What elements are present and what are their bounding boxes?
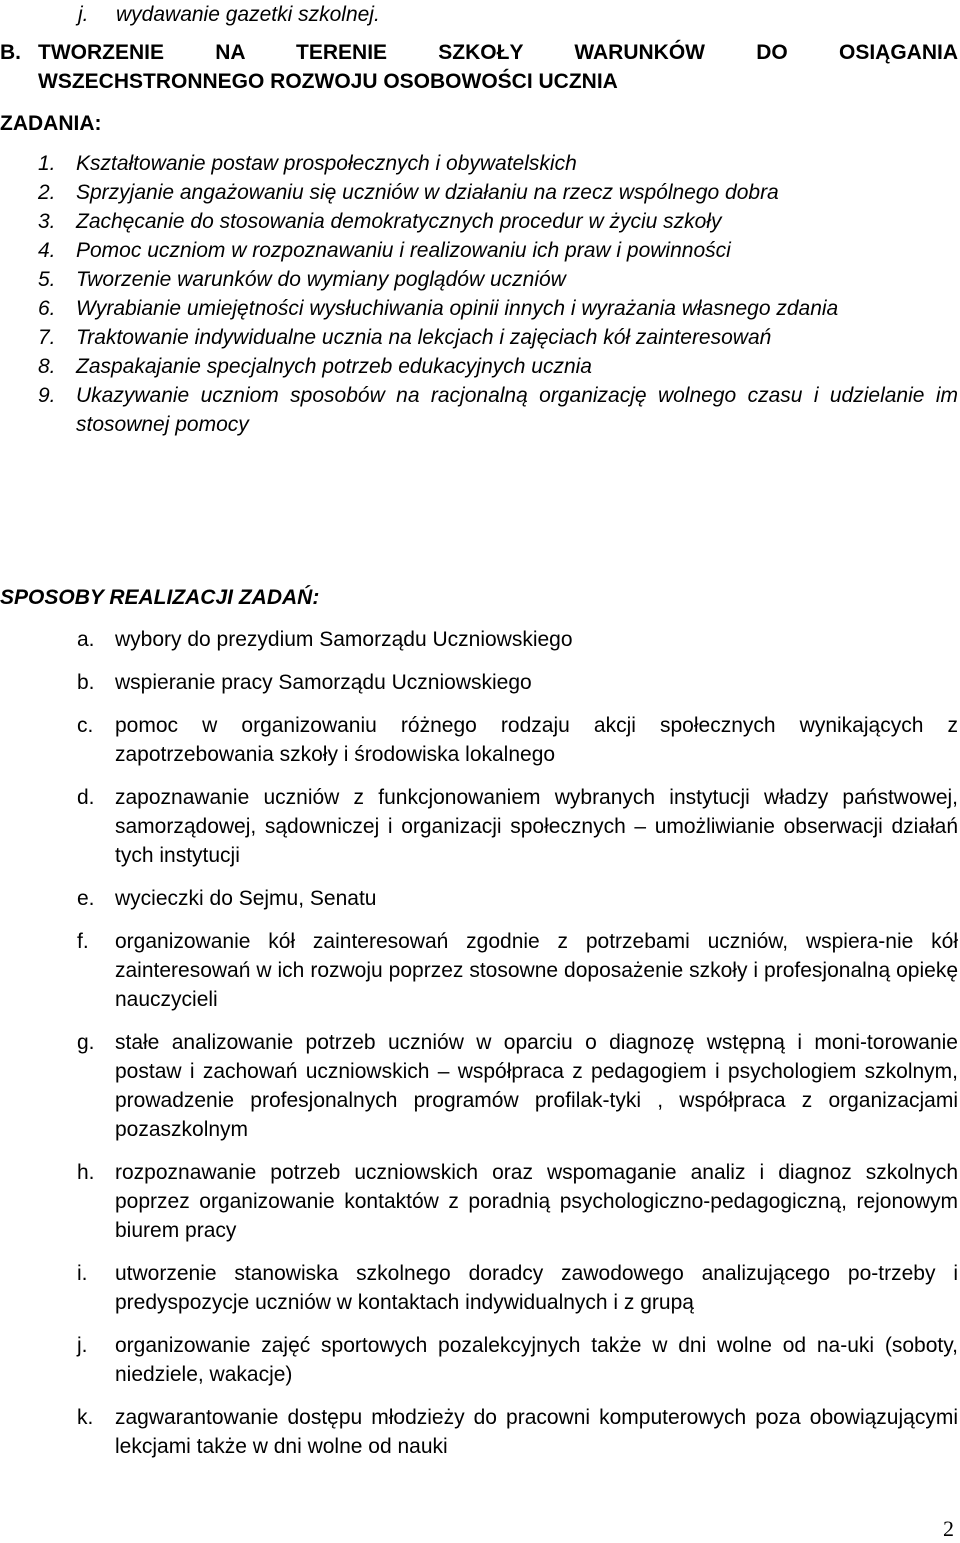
task-item-text: Ukazywanie uczniom sposobów na racjonalną organizację wolnego czasu i udzielanie im stosownej pomocy [76, 384, 958, 436]
task-item-marker: 7. [38, 326, 56, 349]
section-title-line-1: TWORZENIE NA TERENIE SZKOŁY WARUNKÓW DO OSIĄGANIA [38, 41, 958, 64]
task-item-marker: 4. [38, 239, 56, 262]
carry-over-label: j. [78, 3, 89, 26]
task-item-marker: 1. [38, 152, 56, 175]
tasks-heading: ZADANIA: [0, 112, 102, 135]
page-number: 2 [943, 1516, 954, 1541]
task-item [38, 236, 958, 265]
method-item-text: wspieranie pracy Samorządu Uczniowskiego [115, 671, 532, 694]
method-item [77, 668, 958, 697]
task-item-text: Kształtowanie postaw prospołecznych i obywatelskich [76, 152, 577, 175]
method-item [77, 1028, 958, 1144]
method-item [77, 927, 958, 1014]
method-item [77, 625, 958, 654]
task-item [38, 207, 958, 236]
task-item [38, 381, 958, 439]
method-item-text: zagwarantowanie dostępu młodzieży do pracowni komputerowych poza obowiązującymi lekcjami także w dni wolne od nauki [115, 1406, 958, 1458]
method-item-text: zapoznawanie uczniów z funkcjonowaniem wybranych instytucji władzy państwowej, samorządowej, sądowniczej i organizacji społecznych – umożliwianie obserwacji działań tych instytucji [115, 786, 958, 867]
task-item [38, 265, 958, 294]
method-item-marker: f. [77, 930, 89, 953]
method-item [77, 1158, 958, 1245]
methods-list [77, 625, 958, 1475]
method-item-text: pomoc w organizowaniu różnego rodzaju akcji społecznych wynikających z zapotrzebowania szkoły i środowiska lokalnego [115, 714, 958, 766]
method-item-marker: h. [77, 1161, 95, 1184]
task-item-marker: 6. [38, 297, 56, 320]
section-letter: B. [0, 41, 21, 64]
task-item-marker: 3. [38, 210, 56, 233]
task-item [38, 352, 958, 381]
task-item-marker: 2. [38, 181, 56, 204]
tasks-list [38, 149, 958, 439]
carry-over-item [78, 2, 380, 28]
section-title-line-2: WSZECHSTRONNEGO ROZWOJU OSOBOWOŚCI UCZNIA [38, 70, 618, 93]
task-item [38, 323, 958, 352]
method-item-marker: i. [77, 1262, 88, 1285]
task-item-marker: 9. [38, 384, 56, 407]
method-item [77, 884, 958, 913]
task-item-marker: 8. [38, 355, 56, 378]
method-item-text: rozpoznawanie potrzeb uczniowskich oraz wspomaganie analiz i diagnoz szkolnych poprzez organizowanie kontaktów z poradnią psychologiczno-pedagogiczną, rejonowym biurem pracy [115, 1161, 958, 1242]
carry-over-text: wydawanie gazetki szkolnej. [116, 3, 380, 26]
method-item-text: stałe analizowanie potrzeb uczniów w oparciu o diagnozę wstępną i moni-torowanie postaw i zachowań uczniowskich – współpraca z pedagogiem i psychologiem szkolnym, prowadzenie profesjonalnych programów profilak-tyki , współpraca z organizacjami pozaszkolnym [115, 1031, 958, 1141]
method-item [77, 1403, 958, 1461]
method-item-text: organizowanie kół zainteresowań zgodnie z potrzebami uczniów, wspiera-nie kół zainteresowań w ich rozwoju poprzez stosowne doposażenie szkoły i profesjonalną opiekę nauczycieli [115, 930, 958, 1011]
method-item [77, 1331, 958, 1389]
method-item-text: utworzenie stanowiska szkolnego doradcy zawodowego analizującego po-trzeby i predyspozycje uczniów w kontaktach indywidualnych i z grupą [115, 1262, 958, 1314]
task-item-marker: 5. [38, 268, 56, 291]
method-item-marker: k. [77, 1406, 94, 1429]
task-item-text: Wyrabianie umiejętności wysłuchiwania opinii innych i wyrażania własnego zdania [76, 297, 839, 320]
method-item [77, 783, 958, 870]
method-item [77, 1259, 958, 1317]
task-item [38, 178, 958, 207]
task-item-text: Zaspakajanie specjalnych potrzeb edukacyjnych ucznia [76, 355, 592, 378]
section-b-heading [0, 38, 958, 96]
method-item-marker: e. [77, 887, 95, 910]
method-item-text: organizowanie zajęć sportowych pozalekcyjnych także w dni wolne od na-uki (soboty, niedziele, wakacje) [115, 1334, 958, 1386]
method-item [77, 711, 958, 769]
method-item-text: wycieczki do Sejmu, Senatu [115, 887, 377, 910]
method-item-marker: b. [77, 671, 95, 694]
task-item-text: Traktowanie indywidualne ucznia na lekcjach i zajęciach kół zainteresowań [76, 326, 772, 349]
methods-heading: SPOSOBY REALIZACJI ZADAŃ: [0, 586, 320, 609]
task-item-text: Sprzyjanie angażowaniu się uczniów w działaniu na rzecz wspólnego dobra [76, 181, 779, 204]
method-item-marker: c. [77, 714, 94, 737]
task-item [38, 294, 958, 323]
method-item-marker: g. [77, 1031, 95, 1054]
method-item-marker: a. [77, 628, 95, 651]
method-item-marker: j. [77, 1334, 88, 1357]
method-item-text: wybory do prezydium Samorządu Uczniowskiego [115, 628, 573, 651]
method-item-marker: d. [77, 786, 95, 809]
task-item [38, 149, 958, 178]
task-item-text: Tworzenie warunków do wymiany poglądów uczniów [76, 268, 566, 291]
task-item-text: Pomoc uczniom w rozpoznawaniu i realizowaniu ich praw i powinności [76, 239, 731, 262]
task-item-text: Zachęcanie do stosowania demokratycznych procedur w życiu szkoły [76, 210, 722, 233]
